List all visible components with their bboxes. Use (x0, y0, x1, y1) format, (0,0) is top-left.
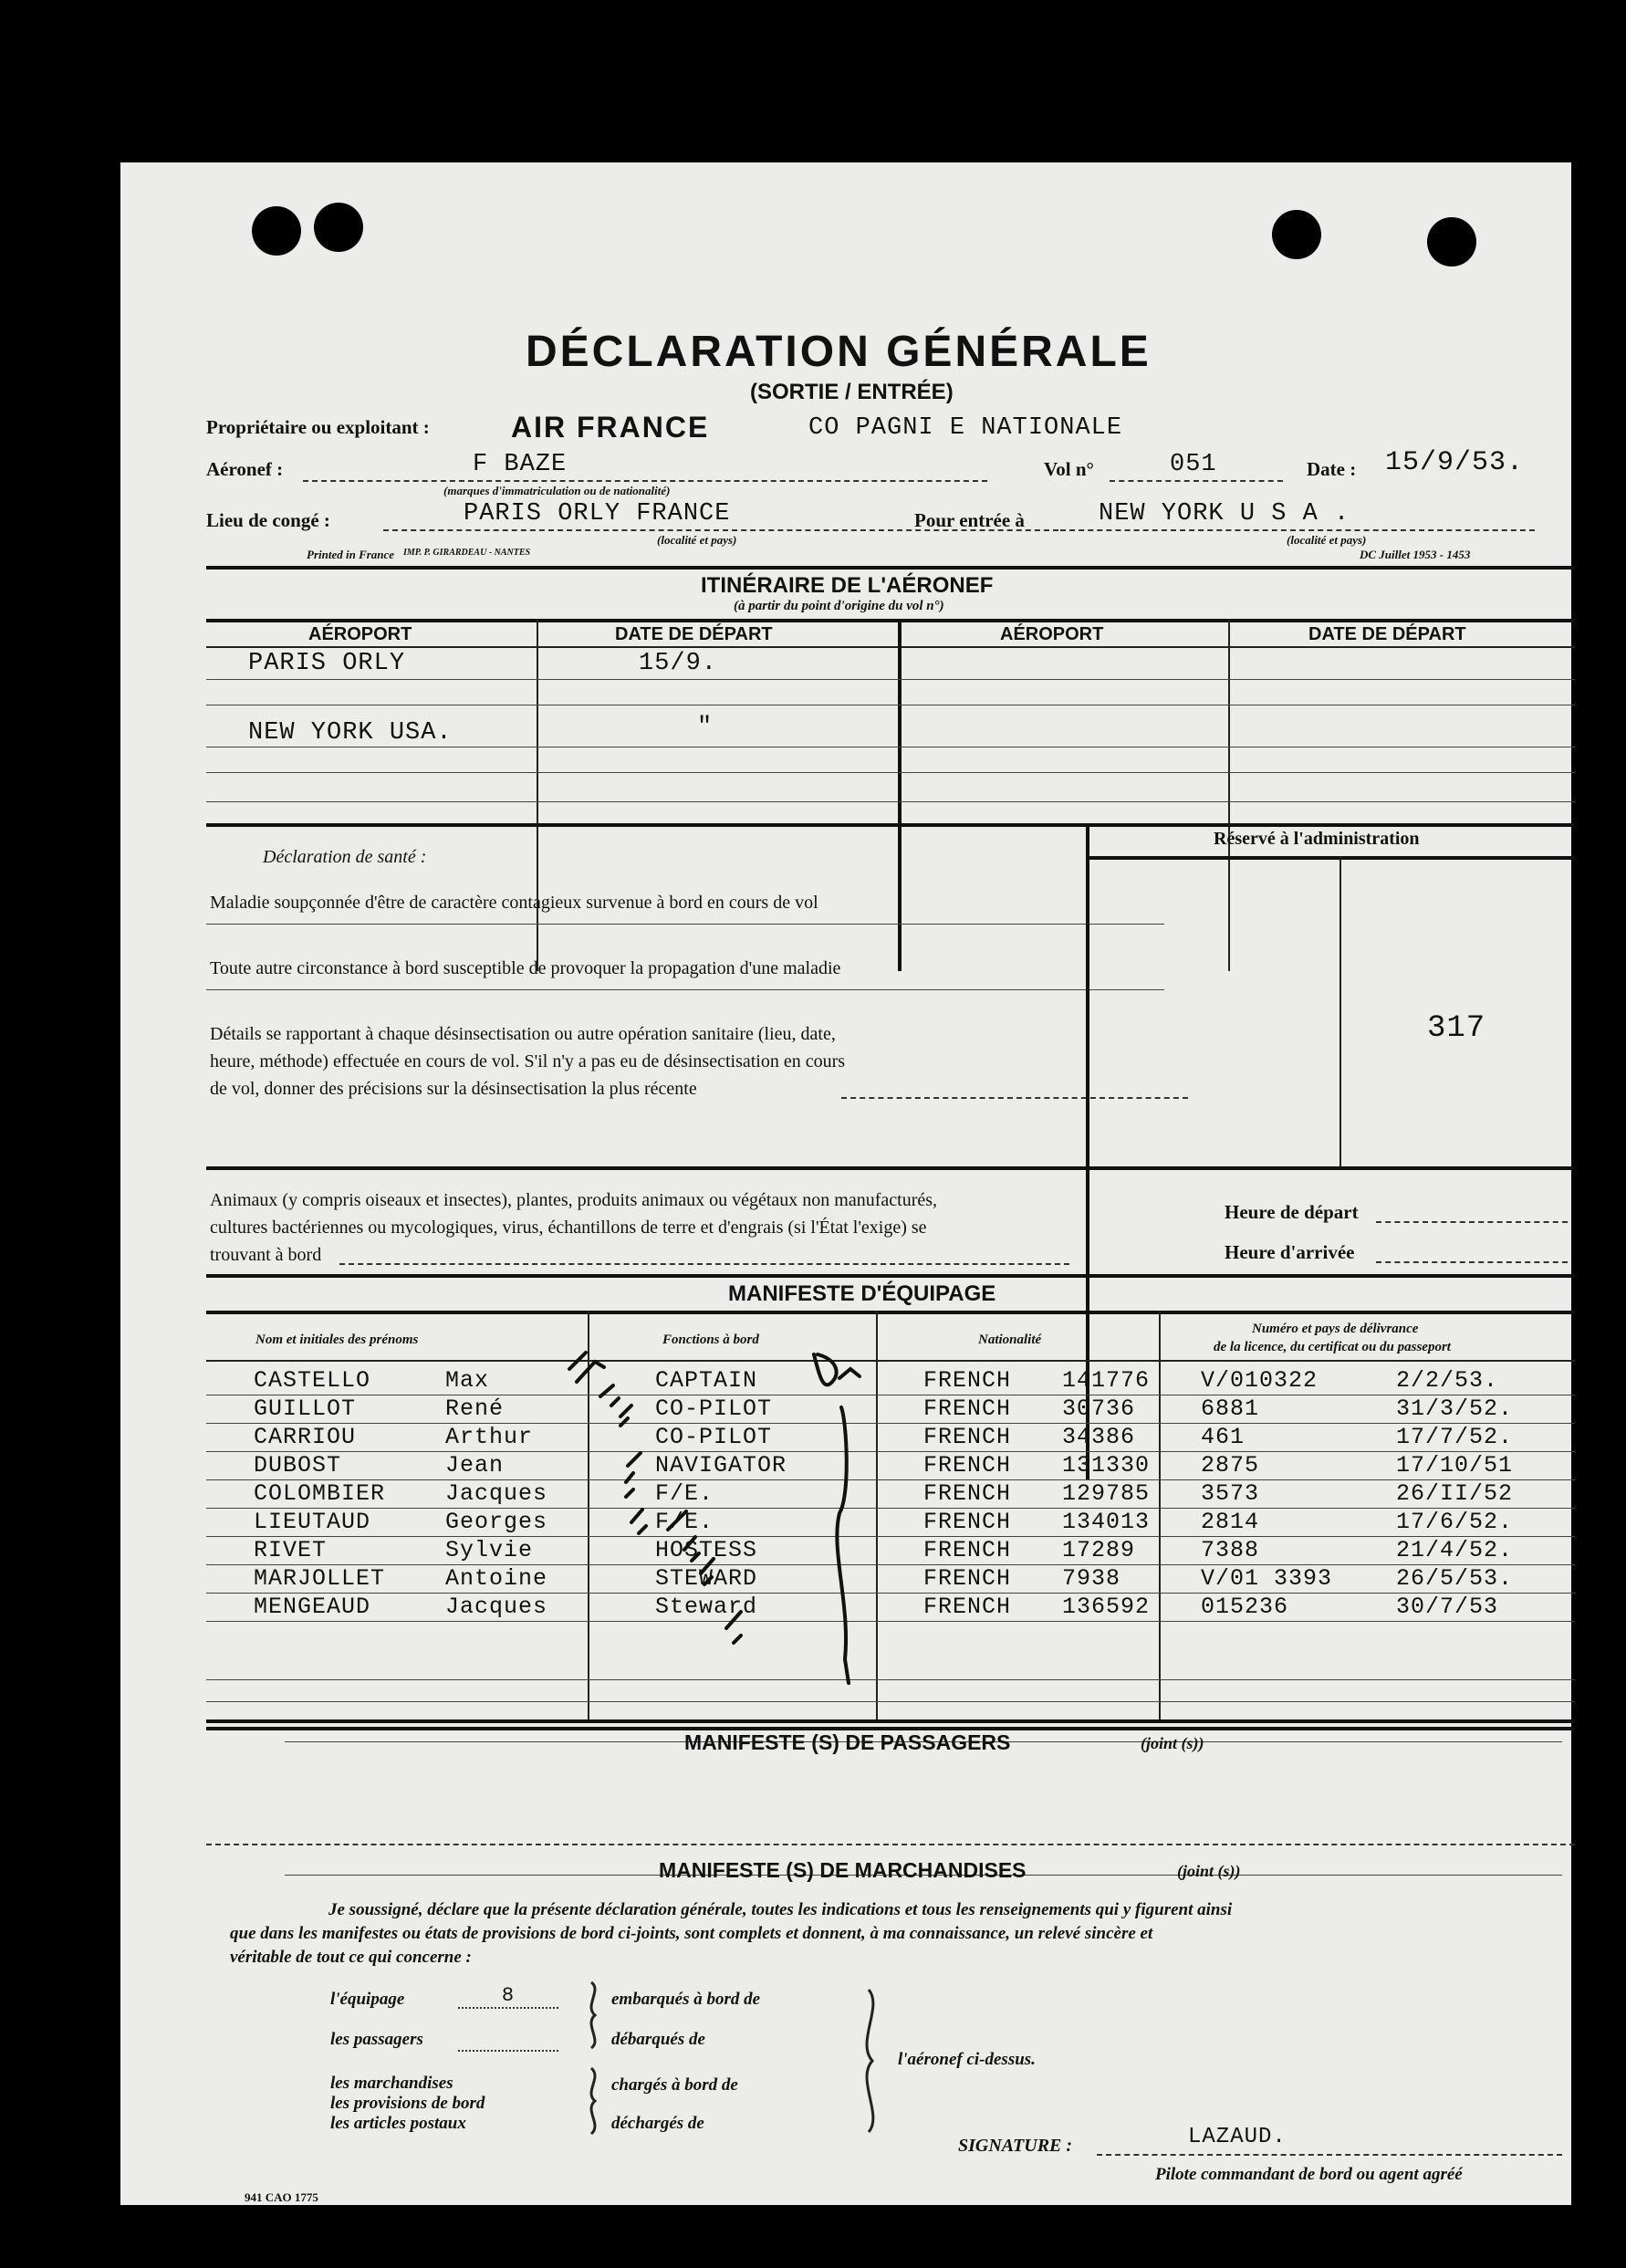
crew-count-label: l'équipage (330, 1990, 405, 2009)
crew-license: 461 (1201, 1424, 1246, 1450)
aircraft-value: F BAZE (473, 451, 568, 478)
crew-last: LIEUTAUD (254, 1509, 371, 1535)
crew-function: CAPTAIN (655, 1367, 758, 1394)
crew-nationality: FRENCH (923, 1395, 1012, 1422)
printer-left: Printed in France (307, 548, 395, 561)
crew-nationality: FRENCH (923, 1480, 1012, 1507)
itinerary-col-date-2: DATE DE DÉPART (1308, 624, 1466, 644)
health-line-3c: de vol, donner des précisions sur la désinsectisation la plus récente (210, 1079, 697, 1099)
printer-right: DC Juillet 1953 - 1453 (1360, 548, 1471, 561)
crew-number: 129785 (1062, 1480, 1151, 1507)
crew-function: HOSTESS (655, 1537, 758, 1563)
crew-date: 17/10/51 (1396, 1452, 1514, 1479)
crew-date: 17/7/52. (1396, 1424, 1514, 1450)
crew-function: F/E. (655, 1480, 714, 1507)
crew-first: Sylvie (445, 1537, 534, 1563)
aircraft-above-label: l'aéronef ci-dessus. (898, 2050, 1036, 2069)
date-value: 15/9/53. (1385, 447, 1525, 478)
crew-license: 3573 (1201, 1480, 1260, 1507)
crew-date: 21/4/52. (1396, 1537, 1514, 1563)
landed-label: débarqués de (611, 2030, 705, 2049)
crew-first: Arthur (445, 1424, 534, 1450)
crew-first: Jacques (445, 1594, 548, 1620)
crew-date: 17/6/52. (1396, 1509, 1514, 1535)
crew-license: 6881 (1201, 1395, 1260, 1422)
itinerary-col-date-1: DATE DE DÉPART (615, 624, 773, 644)
crew-function: Steward (655, 1594, 758, 1620)
admin-label: Réservé à l'administration (1214, 829, 1420, 849)
itinerary-row-2-date: " (697, 714, 714, 741)
itinerary-row-1-date: 15/9. (639, 650, 718, 677)
crew-col-license-1: Numéro et pays de délivrance (1252, 1322, 1419, 1336)
departure-value: PARIS ORLY FRANCE (464, 500, 731, 528)
crew-number: 7938 (1062, 1565, 1121, 1592)
health-line-3a: Détails se rapportant à chaque désinsectisation ou autre opération sanitaire (lieu, date, (210, 1024, 836, 1044)
itinerary-col-airport-1: AÉROPORT (308, 624, 412, 644)
crew-number: 134013 (1062, 1509, 1151, 1535)
crew-license: V/010322 (1201, 1367, 1319, 1394)
document-title: DÉCLARATION GÉNÉRALE (526, 328, 1152, 376)
crew-first: Georges (445, 1509, 548, 1535)
animals-line-3: trouvant à bord (210, 1245, 322, 1265)
crew-first: Jean (445, 1452, 505, 1479)
document-page (120, 162, 1571, 2205)
cargo-manifest-label: MANIFESTE (S) DE MARCHANDISES (659, 1858, 1027, 1882)
document-subtitle: (SORTIE / ENTRÉE) (750, 380, 954, 404)
crew-col-name: Nom et initiales des prénoms (255, 1333, 419, 1347)
crew-number: 17289 (1062, 1537, 1136, 1563)
departure-note: (localité et pays) (657, 533, 737, 547)
health-line-1: Maladie soupçonnée d'être de caractère contagieux survenue à bord en cours de vol (210, 893, 818, 913)
entry-value: NEW YORK U S A . (1099, 500, 1350, 528)
itinerary-row-2-airport: NEW YORK USA. (248, 719, 453, 747)
crew-last: MARJOLLET (254, 1565, 386, 1592)
arrival-time-label: Heure d'arrivée (1225, 1241, 1355, 1263)
printer-mid: IMP. P. GIRARDEAU - NANTES (403, 548, 531, 558)
crew-nationality: FRENCH (923, 1452, 1012, 1479)
crew-nationality: FRENCH (923, 1537, 1012, 1563)
declaration-line-3: véritable de tout ce qui concerne : (230, 1948, 472, 1967)
itinerary-title: ITINÉRAIRE DE L'AÉRONEF (701, 573, 994, 598)
crew-date: 30/7/53 (1396, 1594, 1499, 1620)
animals-line-1: Animaux (y compris oiseaux et insectes), plantes, produits animaux ou végétaux non manufacturés, (210, 1190, 938, 1210)
declaration-line-1: Je soussigné, déclare que la présente déclaration générale, toutes les indications et tous les renseignements qui y figurent ainsi (328, 1900, 1233, 1919)
form-code: 941 CAO 1775 (245, 2190, 318, 2204)
admin-number: 317 (1427, 1011, 1486, 1046)
crew-nationality: FRENCH (923, 1509, 1012, 1535)
crew-first: Max (445, 1367, 490, 1394)
crew-nationality: FRENCH (923, 1594, 1012, 1620)
crew-first: Antoine (445, 1565, 548, 1592)
crew-date: 26/5/53. (1396, 1565, 1514, 1592)
signature-value: LAZAUD. (1188, 2125, 1287, 2149)
crew-count-value: 8 (458, 1984, 558, 2009)
crew-license: V/01 3393 (1201, 1565, 1333, 1592)
crew-license: 7388 (1201, 1537, 1260, 1563)
owner-label: Propriétaire ou exploitant : (206, 416, 430, 438)
cargo-manifest-joint: (joint (s)) (1177, 1862, 1241, 1880)
crew-license: 2875 (1201, 1452, 1260, 1479)
animals-line-2: cultures bactériennes ou mycologiques, virus, échantillons de terre et d'engrais (si l'État l'exige) se (210, 1218, 927, 1238)
crew-function: CO-PILOT (655, 1395, 773, 1422)
crew-date: 31/3/52. (1396, 1395, 1514, 1422)
passenger-manifest-joint: (joint (s)) (1141, 1734, 1204, 1752)
owner-extra: CO PAGNI E NATIONALE (808, 414, 1123, 442)
signature-label: SIGNATURE : (958, 2136, 1073, 2156)
crew-last: CARRIOU (254, 1424, 357, 1450)
handwritten-check-marks (120, 162, 1571, 2205)
crew-first: René (445, 1395, 505, 1422)
crew-col-function: Fonctions à bord (662, 1333, 759, 1347)
crew-function: F/E. (655, 1509, 714, 1535)
passengers-count-label: les passagers (330, 2030, 423, 2049)
health-line-2: Toute autre circonstance à bord susceptible de provoquer la propagation d'une maladie (210, 958, 841, 978)
crew-last: CASTELLO (254, 1367, 371, 1394)
goods-label: les marchandises (330, 2074, 453, 2093)
crew-function: NAVIGATOR (655, 1452, 787, 1479)
crew-last: COLOMBIER (254, 1480, 386, 1507)
crew-last: GUILLOT (254, 1395, 357, 1422)
crew-nationality: FRENCH (923, 1424, 1012, 1450)
itinerary-subtitle: (à partir du point d'origine du vol n°) (734, 599, 944, 613)
departure-time-label: Heure de départ (1225, 1201, 1359, 1223)
crew-license: 015236 (1201, 1594, 1289, 1620)
crew-nationality: FRENCH (923, 1565, 1012, 1592)
aircraft-label: Aéronef : (206, 458, 284, 480)
crew-col-nationality: Nationalité (978, 1333, 1042, 1347)
crew-last: MENGEAUD (254, 1594, 371, 1620)
aircraft-note: (marques d'immatriculation ou de nationalité) (443, 484, 671, 497)
crew-date: 2/2/53. (1396, 1367, 1499, 1394)
crew-nationality: FRENCH (923, 1367, 1012, 1394)
owner-value: AIR FRANCE (511, 411, 710, 444)
health-line-3b: heure, méthode) effectuée en cours de vol. S'il n'y a pas eu de désinsectisation en cours (210, 1051, 846, 1071)
itinerary-col-airport-2: AÉROPORT (1000, 624, 1104, 644)
crew-last: DUBOST (254, 1452, 342, 1479)
provisions-label: les provisions de bord (330, 2094, 485, 2113)
declaration-braces (120, 1970, 1571, 2152)
crew-first: Jacques (445, 1480, 548, 1507)
flight-number: 051 (1170, 451, 1217, 478)
crew-function: STEWARD (655, 1565, 758, 1592)
passenger-manifest-label: MANIFESTE (S) DE PASSAGERS (684, 1730, 1011, 1754)
crew-last: RIVET (254, 1537, 328, 1563)
signer-role: Pilote commandant de bord ou agent agréé (1155, 2165, 1463, 2184)
crew-manifest-title: MANIFESTE D'ÉQUIPAGE (728, 1281, 996, 1306)
unloaded-label: déchargés de (611, 2114, 704, 2133)
crew-license: 2814 (1201, 1509, 1260, 1535)
crew-function: CO-PILOT (655, 1424, 773, 1450)
itinerary-row-1-airport: PARIS ORLY (248, 650, 406, 677)
date-label: Date : (1307, 458, 1357, 480)
loaded-label: chargés à bord de (611, 2075, 738, 2095)
flight-label: Vol n° (1044, 458, 1094, 480)
declaration-line-2: que dans les manifestes ou états de provisions de bord ci-joints, sont complets et donnent, à ma connaissance, un relevé sincère et (230, 1924, 1153, 1943)
crew-number: 34386 (1062, 1424, 1136, 1450)
crew-date: 26/II/52 (1396, 1480, 1514, 1507)
crew-col-license-2: de la licence, du certificat ou du passeport (1214, 1340, 1451, 1354)
boarded-label: embarqués à bord de (611, 1990, 761, 2009)
postal-label: les articles postaux (330, 2114, 466, 2133)
departure-label: Lieu de congé : (206, 509, 330, 531)
crew-number: 30736 (1062, 1395, 1136, 1422)
crew-number: 131330 (1062, 1452, 1151, 1479)
entry-label: Pour entrée à (914, 509, 1025, 531)
health-label: Déclaration de santé : (263, 847, 427, 867)
crew-number: 141776 (1062, 1367, 1151, 1394)
crew-number: 136592 (1062, 1594, 1151, 1620)
entry-note: (localité et pays) (1287, 533, 1367, 547)
